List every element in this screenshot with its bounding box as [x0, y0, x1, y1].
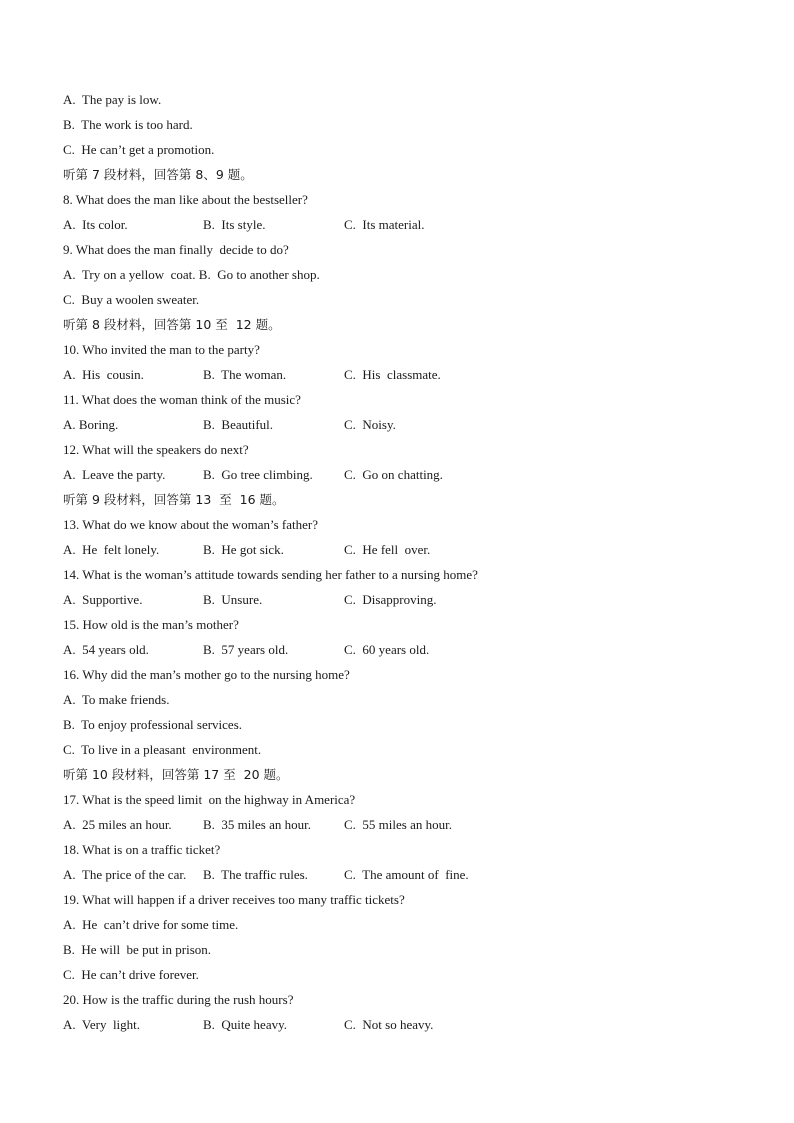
answer-option-b: B. The traffic rules. [203, 867, 308, 882]
answer-option-c: C. Disapproving. [344, 592, 437, 607]
text-line: C. He can’t get a promotion. [63, 142, 215, 157]
answer-option-b: B. 57 years old. [203, 642, 289, 657]
text-line: 11. What does the woman think of the music? [63, 392, 301, 407]
answer-option-a: A. Boring. [63, 417, 119, 432]
answer-option-c: C. Go on chatting. [344, 467, 443, 482]
answer-option-a: A. 54 years old. [63, 642, 149, 657]
text-line: C. Buy a woolen sweater. [63, 292, 200, 307]
answer-option-b: B. Beautiful. [203, 417, 274, 432]
answer-option-a: A. He felt lonely. [63, 542, 160, 557]
answer-options-row [63, 362, 743, 387]
answer-option-c: C. His classmate. [344, 367, 441, 382]
answer-options-row [63, 462, 743, 487]
answer-options-row [63, 637, 743, 662]
answer-options-row [63, 537, 743, 562]
section-instruction: 听第 7 段材料，回答第 8、9 题。 [63, 167, 253, 182]
answer-option-c: C. Not so heavy. [344, 1017, 434, 1032]
answer-option-a: A. Very light. [63, 1017, 141, 1032]
answer-option-b: B. The woman. [203, 367, 287, 382]
answer-option-a: A. Its color. [63, 217, 128, 232]
answer-options-row [63, 862, 743, 887]
text-line: 12. What will the speakers do next? [63, 442, 249, 457]
answer-option-b: B. 35 miles an hour. [203, 817, 311, 832]
answer-option-a: A. Leave the party. [63, 467, 166, 482]
text-line: 10. Who invited the man to the party? [63, 342, 260, 357]
answer-option-c: C. 55 miles an hour. [344, 817, 452, 832]
text-line: B. He will be put in prison. [63, 942, 212, 957]
text-line: 14. What is the woman’s attitude towards sending her father to a nursing home? [63, 567, 478, 582]
answer-option-c: C. Noisy. [344, 417, 396, 432]
answer-option-c: C. The amount of fine. [344, 867, 469, 882]
answer-option-a: A. 25 miles an hour. [63, 817, 172, 832]
section-instruction: 听第 9 段材料，回答第 13 至 16 题。 [63, 492, 285, 507]
text-line: B. To enjoy professional services. [63, 717, 243, 732]
answer-option-a: A. Supportive. [63, 592, 143, 607]
answer-option-b: B. Quite heavy. [203, 1017, 287, 1032]
text-line: B. The work is too hard. [63, 117, 193, 132]
answer-options-row [63, 212, 743, 237]
answer-option-b: B. Go tree climbing. [203, 467, 313, 482]
answer-option-b: B. Its style. [203, 217, 266, 232]
text-line: 8. What does the man like about the bestseller? [63, 192, 308, 207]
text-line: A. The pay is low. [63, 92, 162, 107]
answer-option-c: C. 60 years old. [344, 642, 430, 657]
answer-options-row [63, 1012, 743, 1037]
text-line: 19. What will happen if a driver receives too many traffic tickets? [63, 892, 405, 907]
document-page [63, 87, 743, 1037]
answer-option-c: C. Its material. [344, 217, 425, 232]
text-line: A. Try on a yellow coat. B. Go to another shop. [63, 267, 320, 282]
answer-option-b: B. He got sick. [203, 542, 284, 557]
section-instruction: 听第 10 段材料，回答第 17 至 20 题。 [63, 767, 289, 782]
text-line: A. To make friends. [63, 692, 170, 707]
text-line: 15. How old is the man’s mother? [63, 617, 239, 632]
text-line: 13. What do we know about the woman’s father? [63, 517, 318, 532]
answer-options-row [63, 412, 743, 437]
exam-content [63, 87, 743, 1037]
answer-options-row [63, 587, 743, 612]
text-line: 9. What does the man finally decide to do? [63, 242, 289, 257]
answer-option-a: A. His cousin. [63, 367, 144, 382]
text-line: A. He can’t drive for some time. [63, 917, 239, 932]
text-line: 16. Why did the man’s mother go to the nursing home? [63, 667, 350, 682]
answer-options-row [63, 812, 743, 837]
text-line: C. He can’t drive forever. [63, 967, 199, 982]
answer-option-b: B. Unsure. [203, 592, 263, 607]
text-line: 17. What is the speed limit on the highway in America? [63, 792, 356, 807]
answer-option-a: A. The price of the car. [63, 867, 187, 882]
text-line: C. To live in a pleasant environment. [63, 742, 262, 757]
section-instruction: 听第 8 段材料，回答第 10 至 12 题。 [63, 317, 281, 332]
text-line: 18. What is on a traffic ticket? [63, 842, 221, 857]
text-line: 20. How is the traffic during the rush hours? [63, 992, 294, 1007]
answer-option-c: C. He fell over. [344, 542, 431, 557]
